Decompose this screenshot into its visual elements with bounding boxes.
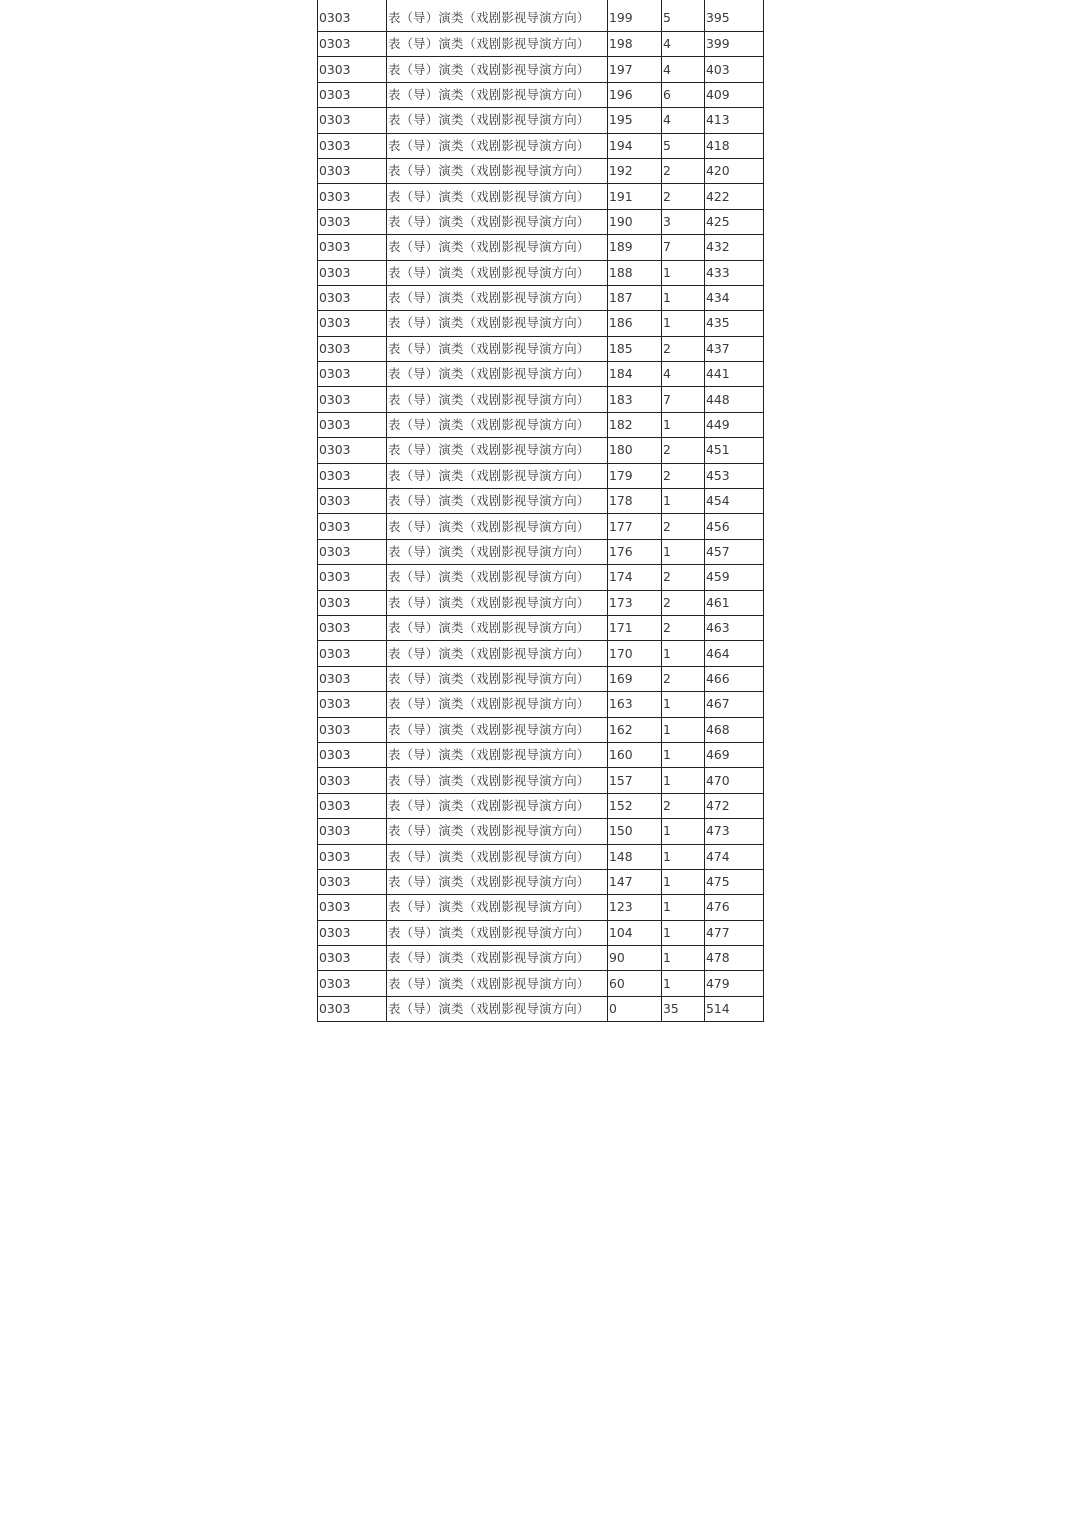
- count-cell: 4: [662, 108, 705, 133]
- cumulative-count-cell: 441: [705, 362, 764, 387]
- score-cell: 195: [608, 108, 662, 133]
- category-code-cell: 0303: [318, 920, 387, 945]
- cumulative-count-cell: 413: [705, 108, 764, 133]
- category-code-cell: 0303: [318, 692, 387, 717]
- count-cell: 1: [662, 869, 705, 894]
- major-name-cell: 表（导）演类（戏剧影视导演方向）: [387, 387, 608, 412]
- major-name-cell: 表（导）演类（戏剧影视导演方向）: [387, 895, 608, 920]
- category-code-cell: 0303: [318, 57, 387, 82]
- major-name-cell: 表（导）演类（戏剧影视导演方向）: [387, 311, 608, 336]
- category-code-cell: 0303: [318, 0, 387, 32]
- table-row: [318, 438, 764, 463]
- major-name-cell: 表（导）演类（戏剧影视导演方向）: [387, 514, 608, 539]
- cumulative-count-cell: 399: [705, 32, 764, 57]
- score-cell: 174: [608, 565, 662, 590]
- major-name-cell: 表（导）演类（戏剧影视导演方向）: [387, 869, 608, 894]
- table-row: [318, 463, 764, 488]
- major-name-cell: 表（导）演类（戏剧影视导演方向）: [387, 539, 608, 564]
- category-code-cell: 0303: [318, 819, 387, 844]
- cumulative-count-cell: 478: [705, 946, 764, 971]
- table-row: [318, 412, 764, 437]
- category-code-cell: 0303: [318, 590, 387, 615]
- score-cell: 176: [608, 539, 662, 564]
- cumulative-count-cell: 463: [705, 615, 764, 640]
- category-code-cell: 0303: [318, 971, 387, 996]
- score-cell: 170: [608, 641, 662, 666]
- count-cell: 2: [662, 514, 705, 539]
- table-row: [318, 742, 764, 767]
- major-name-cell: 表（导）演类（戏剧影视导演方向）: [387, 235, 608, 260]
- major-name-cell: 表（导）演类（戏剧影视导演方向）: [387, 108, 608, 133]
- major-name-cell: 表（导）演类（戏剧影视导演方向）: [387, 285, 608, 310]
- score-cell: 162: [608, 717, 662, 742]
- count-cell: 2: [662, 158, 705, 183]
- cumulative-count-cell: 409: [705, 82, 764, 107]
- score-cell: 147: [608, 869, 662, 894]
- major-name-cell: 表（导）演类（戏剧影视导演方向）: [387, 971, 608, 996]
- count-cell: 1: [662, 311, 705, 336]
- score-cell: 171: [608, 615, 662, 640]
- score-cell: 194: [608, 133, 662, 158]
- category-code-cell: 0303: [318, 489, 387, 514]
- major-name-cell: 表（导）演类（戏剧影视导演方向）: [387, 57, 608, 82]
- count-cell: 2: [662, 463, 705, 488]
- count-cell: 2: [662, 615, 705, 640]
- table-row: [318, 539, 764, 564]
- major-name-cell: 表（导）演类（戏剧影视导演方向）: [387, 590, 608, 615]
- table-row: [318, 895, 764, 920]
- table-row: [318, 844, 764, 869]
- category-code-cell: 0303: [318, 133, 387, 158]
- table-row: [318, 133, 764, 158]
- cumulative-count-cell: 459: [705, 565, 764, 590]
- category-code-cell: 0303: [318, 641, 387, 666]
- major-name-cell: 表（导）演类（戏剧影视导演方向）: [387, 133, 608, 158]
- major-name-cell: 表（导）演类（戏剧影视导演方向）: [387, 615, 608, 640]
- table-row: [318, 565, 764, 590]
- count-cell: 5: [662, 0, 705, 32]
- score-cell: 178: [608, 489, 662, 514]
- count-cell: 1: [662, 260, 705, 285]
- count-cell: 2: [662, 184, 705, 209]
- count-cell: 2: [662, 590, 705, 615]
- category-code-cell: 0303: [318, 285, 387, 310]
- cumulative-count-cell: 469: [705, 742, 764, 767]
- score-cell: 150: [608, 819, 662, 844]
- major-name-cell: 表（导）演类（戏剧影视导演方向）: [387, 184, 608, 209]
- table-row: [318, 971, 764, 996]
- score-cell: 177: [608, 514, 662, 539]
- score-cell: 163: [608, 692, 662, 717]
- score-cell: 157: [608, 768, 662, 793]
- category-code-cell: 0303: [318, 768, 387, 793]
- category-code-cell: 0303: [318, 844, 387, 869]
- table-row: [318, 717, 764, 742]
- major-name-cell: 表（导）演类（戏剧影视导演方向）: [387, 742, 608, 767]
- category-code-cell: 0303: [318, 996, 387, 1021]
- major-name-cell: 表（导）演类（戏剧影视导演方向）: [387, 946, 608, 971]
- major-name-cell: 表（导）演类（戏剧影视导演方向）: [387, 489, 608, 514]
- category-code-cell: 0303: [318, 742, 387, 767]
- count-cell: 1: [662, 819, 705, 844]
- major-name-cell: 表（导）演类（戏剧影视导演方向）: [387, 565, 608, 590]
- score-cell: 188: [608, 260, 662, 285]
- score-cell: 169: [608, 666, 662, 691]
- major-name-cell: 表（导）演类（戏剧影视导演方向）: [387, 412, 608, 437]
- cumulative-count-cell: 418: [705, 133, 764, 158]
- score-cell: 60: [608, 971, 662, 996]
- count-cell: 1: [662, 412, 705, 437]
- category-code-cell: 0303: [318, 717, 387, 742]
- cumulative-count-cell: 475: [705, 869, 764, 894]
- table-row: [318, 311, 764, 336]
- table-row: [318, 768, 764, 793]
- score-cell: 160: [608, 742, 662, 767]
- category-code-cell: 0303: [318, 539, 387, 564]
- category-code-cell: 0303: [318, 793, 387, 818]
- major-name-cell: 表（导）演类（戏剧影视导演方向）: [387, 362, 608, 387]
- cumulative-count-cell: 403: [705, 57, 764, 82]
- count-cell: 1: [662, 946, 705, 971]
- table-row: [318, 32, 764, 57]
- major-name-cell: 表（导）演类（戏剧影视导演方向）: [387, 768, 608, 793]
- major-name-cell: 表（导）演类（戏剧影视导演方向）: [387, 209, 608, 234]
- table-row: [318, 920, 764, 945]
- cumulative-count-cell: 477: [705, 920, 764, 945]
- table-row: [318, 489, 764, 514]
- table-row: [318, 57, 764, 82]
- category-code-cell: 0303: [318, 260, 387, 285]
- table-row: [318, 285, 764, 310]
- count-cell: 4: [662, 57, 705, 82]
- cumulative-count-cell: 395: [705, 0, 764, 32]
- score-cell: 104: [608, 920, 662, 945]
- table-row: [318, 793, 764, 818]
- count-cell: 1: [662, 742, 705, 767]
- count-cell: 2: [662, 565, 705, 590]
- count-cell: 35: [662, 996, 705, 1021]
- table-row: [318, 869, 764, 894]
- category-code-cell: 0303: [318, 158, 387, 183]
- count-cell: 4: [662, 32, 705, 57]
- table-row: [318, 666, 764, 691]
- count-cell: 1: [662, 844, 705, 869]
- score-table: [317, 0, 764, 1022]
- cumulative-count-cell: 514: [705, 996, 764, 1021]
- table-row: [318, 946, 764, 971]
- table-row: [318, 184, 764, 209]
- count-cell: 1: [662, 285, 705, 310]
- cumulative-count-cell: 473: [705, 819, 764, 844]
- cumulative-count-cell: 451: [705, 438, 764, 463]
- category-code-cell: 0303: [318, 82, 387, 107]
- category-code-cell: 0303: [318, 615, 387, 640]
- major-name-cell: 表（导）演类（戏剧影视导演方向）: [387, 996, 608, 1021]
- score-cell: 189: [608, 235, 662, 260]
- score-cell: 197: [608, 57, 662, 82]
- score-cell: 190: [608, 209, 662, 234]
- table-row: [318, 235, 764, 260]
- table-row: [318, 387, 764, 412]
- score-cell: 173: [608, 590, 662, 615]
- table-row: [318, 209, 764, 234]
- count-cell: 1: [662, 920, 705, 945]
- major-name-cell: 表（导）演类（戏剧影视导演方向）: [387, 260, 608, 285]
- cumulative-count-cell: 474: [705, 844, 764, 869]
- table-row: [318, 0, 764, 32]
- category-code-cell: 0303: [318, 311, 387, 336]
- major-name-cell: 表（导）演类（戏剧影视导演方向）: [387, 0, 608, 32]
- table-row: [318, 996, 764, 1021]
- major-name-cell: 表（导）演类（戏剧影视导演方向）: [387, 666, 608, 691]
- major-name-cell: 表（导）演类（戏剧影视导演方向）: [387, 641, 608, 666]
- cumulative-count-cell: 435: [705, 311, 764, 336]
- cumulative-count-cell: 453: [705, 463, 764, 488]
- count-cell: 1: [662, 539, 705, 564]
- count-cell: 1: [662, 717, 705, 742]
- count-cell: 2: [662, 438, 705, 463]
- count-cell: 1: [662, 489, 705, 514]
- cumulative-count-cell: 434: [705, 285, 764, 310]
- table-row: [318, 692, 764, 717]
- table-row: [318, 158, 764, 183]
- major-name-cell: 表（导）演类（戏剧影视导演方向）: [387, 920, 608, 945]
- score-cell: 186: [608, 311, 662, 336]
- category-code-cell: 0303: [318, 362, 387, 387]
- cumulative-count-cell: 449: [705, 412, 764, 437]
- cumulative-count-cell: 454: [705, 489, 764, 514]
- score-cell: 198: [608, 32, 662, 57]
- cumulative-count-cell: 437: [705, 336, 764, 361]
- count-cell: 6: [662, 82, 705, 107]
- count-cell: 1: [662, 692, 705, 717]
- cumulative-count-cell: 457: [705, 539, 764, 564]
- category-code-cell: 0303: [318, 209, 387, 234]
- cumulative-count-cell: 468: [705, 717, 764, 742]
- category-code-cell: 0303: [318, 438, 387, 463]
- score-cell: 152: [608, 793, 662, 818]
- score-cell: 192: [608, 158, 662, 183]
- cumulative-count-cell: 472: [705, 793, 764, 818]
- score-cell: 191: [608, 184, 662, 209]
- cumulative-count-cell: 479: [705, 971, 764, 996]
- score-cell: 182: [608, 412, 662, 437]
- category-code-cell: 0303: [318, 463, 387, 488]
- score-cell: 187: [608, 285, 662, 310]
- count-cell: 1: [662, 768, 705, 793]
- count-cell: 3: [662, 209, 705, 234]
- score-cell: 185: [608, 336, 662, 361]
- score-cell: 196: [608, 82, 662, 107]
- cumulative-count-cell: 464: [705, 641, 764, 666]
- count-cell: 4: [662, 362, 705, 387]
- major-name-cell: 表（导）演类（戏剧影视导演方向）: [387, 717, 608, 742]
- cumulative-count-cell: 467: [705, 692, 764, 717]
- major-name-cell: 表（导）演类（戏剧影视导演方向）: [387, 32, 608, 57]
- score-distribution-sheet: [317, 0, 764, 1022]
- major-name-cell: 表（导）演类（戏剧影视导演方向）: [387, 158, 608, 183]
- cumulative-count-cell: 476: [705, 895, 764, 920]
- count-cell: 2: [662, 336, 705, 361]
- table-row: [318, 362, 764, 387]
- count-cell: 2: [662, 793, 705, 818]
- cumulative-count-cell: 456: [705, 514, 764, 539]
- score-cell: 0: [608, 996, 662, 1021]
- category-code-cell: 0303: [318, 666, 387, 691]
- table-body: [318, 0, 764, 1022]
- major-name-cell: 表（导）演类（戏剧影视导演方向）: [387, 82, 608, 107]
- table-row: [318, 82, 764, 107]
- score-cell: 123: [608, 895, 662, 920]
- major-name-cell: 表（导）演类（戏剧影视导演方向）: [387, 819, 608, 844]
- score-cell: 199: [608, 0, 662, 32]
- table-row: [318, 641, 764, 666]
- category-code-cell: 0303: [318, 387, 387, 412]
- category-code-cell: 0303: [318, 514, 387, 539]
- cumulative-count-cell: 461: [705, 590, 764, 615]
- score-cell: 148: [608, 844, 662, 869]
- major-name-cell: 表（导）演类（戏剧影视导演方向）: [387, 463, 608, 488]
- table-row: [318, 615, 764, 640]
- score-cell: 184: [608, 362, 662, 387]
- category-code-cell: 0303: [318, 895, 387, 920]
- major-name-cell: 表（导）演类（戏剧影视导演方向）: [387, 438, 608, 463]
- table-row: [318, 336, 764, 361]
- score-cell: 183: [608, 387, 662, 412]
- category-code-cell: 0303: [318, 412, 387, 437]
- category-code-cell: 0303: [318, 235, 387, 260]
- count-cell: 5: [662, 133, 705, 158]
- score-cell: 179: [608, 463, 662, 488]
- count-cell: 7: [662, 387, 705, 412]
- count-cell: 1: [662, 641, 705, 666]
- table-row: [318, 590, 764, 615]
- cumulative-count-cell: 470: [705, 768, 764, 793]
- major-name-cell: 表（导）演类（戏剧影视导演方向）: [387, 692, 608, 717]
- category-code-cell: 0303: [318, 184, 387, 209]
- score-cell: 90: [608, 946, 662, 971]
- cumulative-count-cell: 422: [705, 184, 764, 209]
- category-code-cell: 0303: [318, 32, 387, 57]
- table-row: [318, 514, 764, 539]
- score-cell: 180: [608, 438, 662, 463]
- count-cell: 1: [662, 895, 705, 920]
- category-code-cell: 0303: [318, 336, 387, 361]
- table-row: [318, 260, 764, 285]
- cumulative-count-cell: 420: [705, 158, 764, 183]
- cumulative-count-cell: 448: [705, 387, 764, 412]
- cumulative-count-cell: 466: [705, 666, 764, 691]
- cumulative-count-cell: 425: [705, 209, 764, 234]
- category-code-cell: 0303: [318, 869, 387, 894]
- category-code-cell: 0303: [318, 565, 387, 590]
- major-name-cell: 表（导）演类（戏剧影视导演方向）: [387, 844, 608, 869]
- count-cell: 7: [662, 235, 705, 260]
- category-code-cell: 0303: [318, 946, 387, 971]
- table-row: [318, 819, 764, 844]
- cumulative-count-cell: 433: [705, 260, 764, 285]
- category-code-cell: 0303: [318, 108, 387, 133]
- major-name-cell: 表（导）演类（戏剧影视导演方向）: [387, 793, 608, 818]
- major-name-cell: 表（导）演类（戏剧影视导演方向）: [387, 336, 608, 361]
- cumulative-count-cell: 432: [705, 235, 764, 260]
- count-cell: 1: [662, 971, 705, 996]
- count-cell: 2: [662, 666, 705, 691]
- table-row: [318, 108, 764, 133]
